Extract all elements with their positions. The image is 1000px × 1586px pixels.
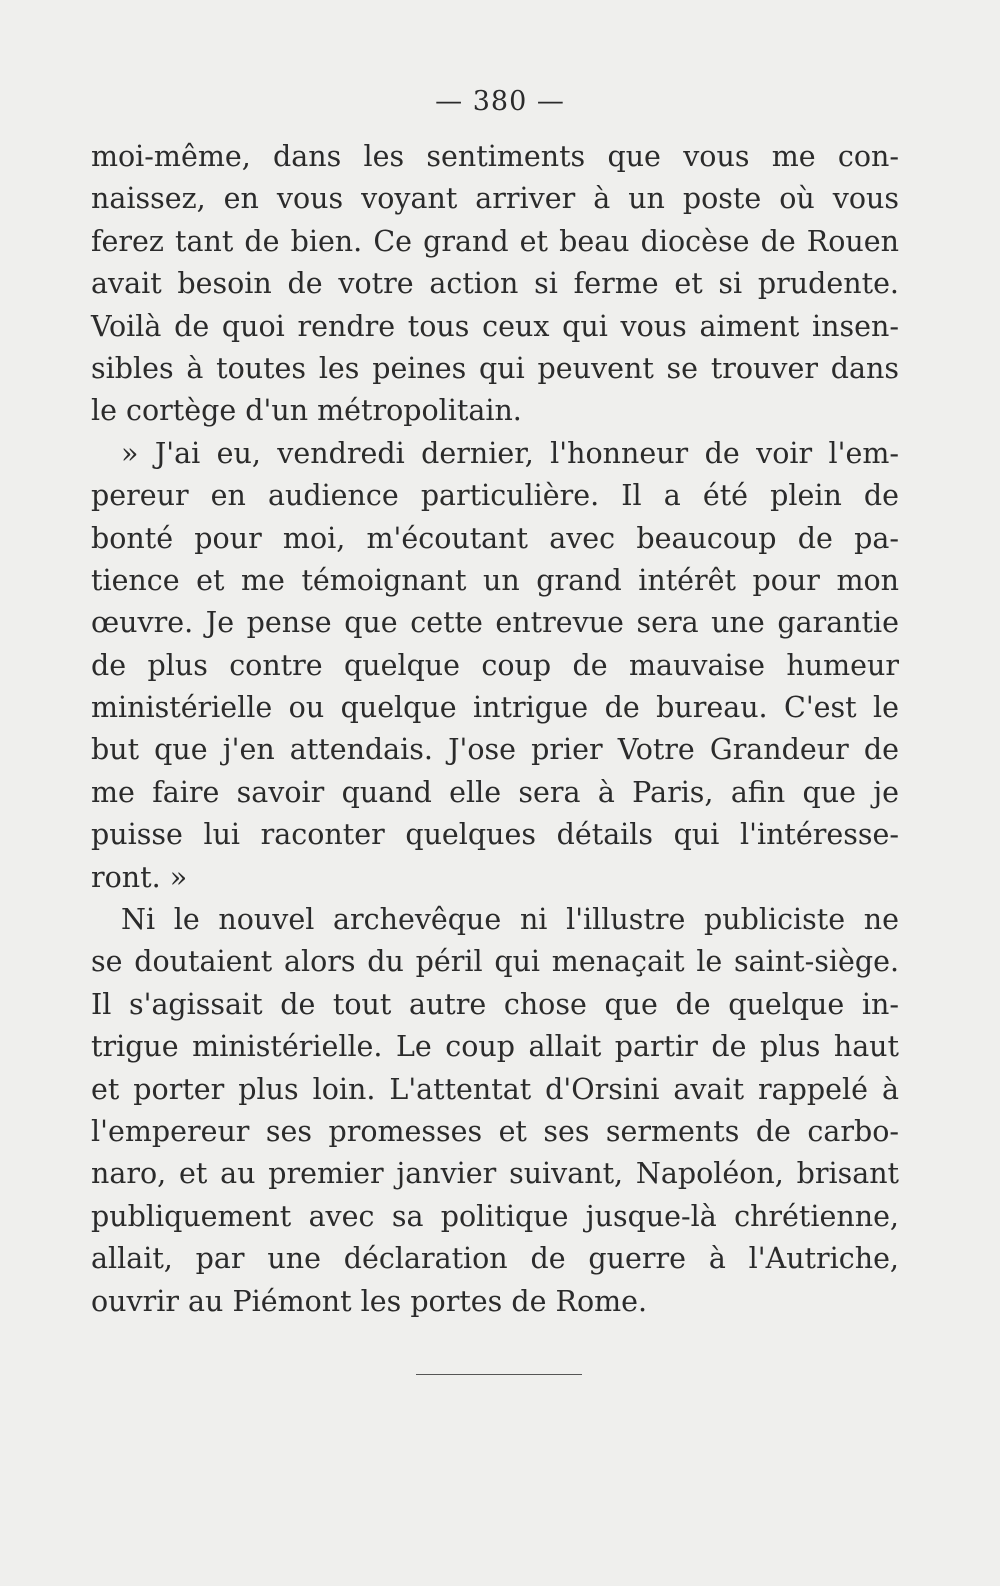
text-line: ouvrir au Piémont les portes de Rome. [91, 1284, 648, 1318]
text-line: ferez tant de bien. Ce grand et beau diocèse de Rouen [91, 224, 899, 258]
text-line: de plus contre quelque coup de mauvaise humeur [91, 648, 899, 682]
paragraph [91, 136, 899, 433]
text-line: œuvre. Je pense que cette entrevue sera une garantie [91, 606, 899, 640]
text-line: moi-même, dans les sentiments que vous me con- [91, 140, 899, 173]
footnote-separator-rule [416, 1374, 582, 1375]
text-line: allait, par une déclaration de guerre à l'Autriche, [91, 1242, 899, 1276]
text-line: tience et me témoignant un grand intérêt pour mon [91, 563, 899, 597]
page-number: — 380 — [435, 86, 565, 117]
text-line: pereur en audience particulière. Il a été plein de [91, 479, 899, 513]
text-line: et porter plus loin. L'attentat d'Orsini avait rappelé à [91, 1072, 899, 1106]
text-line: l'empereur ses promesses et ses serments de carbo- [91, 1114, 899, 1148]
text-line: ministérielle ou quelque intrigue de bureau. C'est le [91, 691, 899, 725]
text-line: but que j'en attendais. J'ose prier Votre Grandeur de [91, 733, 899, 767]
text-line: » J'ai eu, vendredi dernier, l'honneur de voir l'em- [121, 436, 899, 470]
text-line: Il s'agissait de tout autre chose que de quelque in- [91, 987, 899, 1021]
text-line: puisse lui raconter quelques détails qui l'intéresse- [91, 818, 899, 852]
text-line: trigue ministérielle. Le coup allait partir de plus haut [91, 1030, 899, 1064]
text-line: naro, et au premier janvier suivant, Napoléon, brisant [91, 1157, 899, 1191]
text-line: ront. » [91, 860, 188, 894]
text-line: bonté pour moi, m'écoutant avec beaucoup de pa- [91, 521, 899, 555]
text-line: se doutaient alors du péril qui menaçait le saint-siège. [91, 945, 899, 979]
text-line: avait besoin de votre action si ferme et si prudente. [91, 267, 899, 301]
text-line: le cortège d'un métropolitain. [91, 394, 522, 428]
text-line: me faire savoir quand elle sera à Paris, afin que je [91, 775, 899, 809]
text-line: Voilà de quoi rendre tous ceux qui vous aiment insen- [91, 309, 899, 343]
text-line: publiquement avec sa politique jusque-là chrétienne, [91, 1199, 899, 1233]
text-line: naissez, en vous voyant arriver à un poste où vous [91, 182, 899, 216]
text-line: Ni le nouvel archevêque ni l'illustre publiciste ne [121, 903, 899, 937]
paragraph [91, 433, 899, 899]
body-text [91, 136, 899, 1323]
paragraph [91, 899, 899, 1323]
text-line: sibles à toutes les peines qui peuvent se trouver dans [91, 351, 899, 385]
